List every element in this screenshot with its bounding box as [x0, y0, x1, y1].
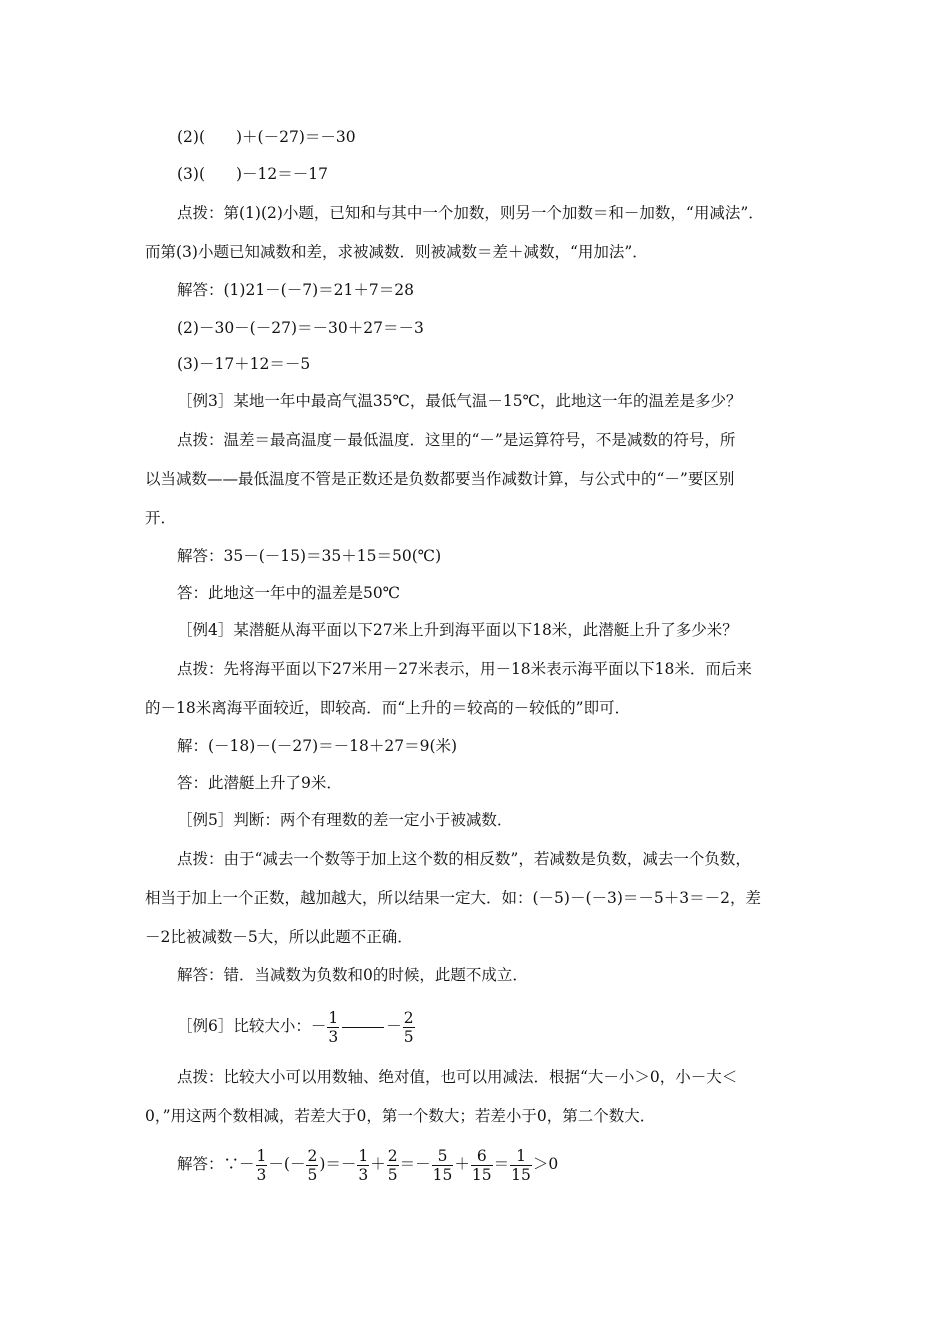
- fraction: $\frac{1}{3}$: [358, 1146, 369, 1184]
- text-line: 答：此地这一年中的温差是50℃: [177, 584, 401, 602]
- text-line: (2)( )＋(－27)＝－30: [177, 128, 356, 146]
- text-line: (3)( )－12＝－17: [177, 165, 328, 183]
- text-line: 以当减数——最低温度不管是正数还是负数都要当作减数计算，与公式中的“－”要区别: [145, 470, 735, 488]
- fraction: $\frac{1}{15}$: [511, 1146, 531, 1184]
- fraction: $\frac{2}{5}$: [403, 1008, 414, 1046]
- text-line: 解答：35－(－15)＝35＋15＝50(℃): [177, 547, 442, 565]
- fraction: $\frac{6}{15}$: [471, 1146, 492, 1184]
- text-line: －2比被减数－5大，所以此题不正确．: [145, 928, 413, 946]
- text-line: 解答：错．当减数为负数和0的时候，此题不成立．: [177, 966, 528, 984]
- fraction: $\frac{1}{3}$: [256, 1146, 267, 1184]
- text-line: 开．: [145, 509, 177, 527]
- text-line: 解答：(1)21－(－7)＝21＋7＝28: [177, 281, 414, 299]
- text-line: (2)－30－(－27)＝－30＋27＝－3: [177, 319, 424, 337]
- text-line: 点拨：比较大小可以用数轴、绝对值，也可以用减法．根据“大－小＞0，小－大＜: [177, 1068, 738, 1086]
- fraction: $\frac{5}{15}$: [432, 1146, 453, 1184]
- example-6-heading: ［例6］比较大小：－ $\frac{1}{3}$ － $\frac{2}{5}$: [177, 1008, 414, 1046]
- fraction: $\frac{1}{3}$: [328, 1008, 339, 1046]
- example-heading: ［例5］判断：两个有理数的差一定小于被减数．: [177, 811, 513, 829]
- text-line: 相当于加上一个正数，越加越大，所以结果一定大．如：(－5)－(－3)＝－5＋3＝－2，差: [145, 889, 761, 907]
- example-heading: ［例4］某潜艇从海平面以下27米上升到海平面以下18米，此潜艇上升了多少米？: [177, 621, 738, 639]
- text-line: 答：此潜艇上升了9米．: [177, 774, 342, 792]
- example-6-prefix: ［例6］比较大小：－: [177, 1017, 327, 1035]
- fraction: $\frac{2}{5}$: [387, 1146, 398, 1184]
- answer-6-equation: 解答：∵－ $\frac{1}{3}$ －(－ $\frac{2}{5}$ )＝－ $\frac{1}{3}$ ＋ $\frac{2}{5}$ ＝－ $\frac{5}{15}$ ＋ $\frac{6}{15}$ ＝ $\frac{1}{15}$ ＞0: [177, 1146, 559, 1184]
- text-line: 而第(3)小题已知减数和差，求被减数．则被减数＝差＋减数，“用加法”．: [145, 243, 648, 261]
- text-line: 0，”用这两个数相减，若差大于0，第一个数大；若差小于0，第二个数大．: [145, 1107, 656, 1125]
- answer-blank: [342, 1026, 384, 1028]
- text-line: 点拨：先将海平面以下27米用－27米表示，用－18米表示海平面以下18米．而后来: [177, 660, 752, 678]
- text-line: 的－18米离海平面较近，即较高．而“上升的＝较高的－较低的”即可．: [145, 699, 631, 717]
- text-line: 点拨：温差＝最高温度－最低温度．这里的“－”是运算符号，不是减数的符号，所: [177, 431, 736, 449]
- text-line: 解：(－18)－(－27)＝－18＋27＝9(米): [177, 737, 458, 755]
- example-heading: ［例3］某地一年中最高气温35℃，最低气温－15℃，此地这一年的温差是多少？: [177, 392, 742, 410]
- text-line: 点拨：第(1)(2)小题，已知和与其中一个加数，则另一个加数＝和－加数，“用减法”．: [177, 204, 764, 222]
- text-line: 点拨：由于“减去一个数等于加上这个数的相反数”，若减数是负数，减去一个负数，: [177, 850, 751, 868]
- text-line: (3)－17＋12＝－5: [177, 355, 311, 373]
- fraction: $\frac{2}{5}$: [307, 1146, 318, 1184]
